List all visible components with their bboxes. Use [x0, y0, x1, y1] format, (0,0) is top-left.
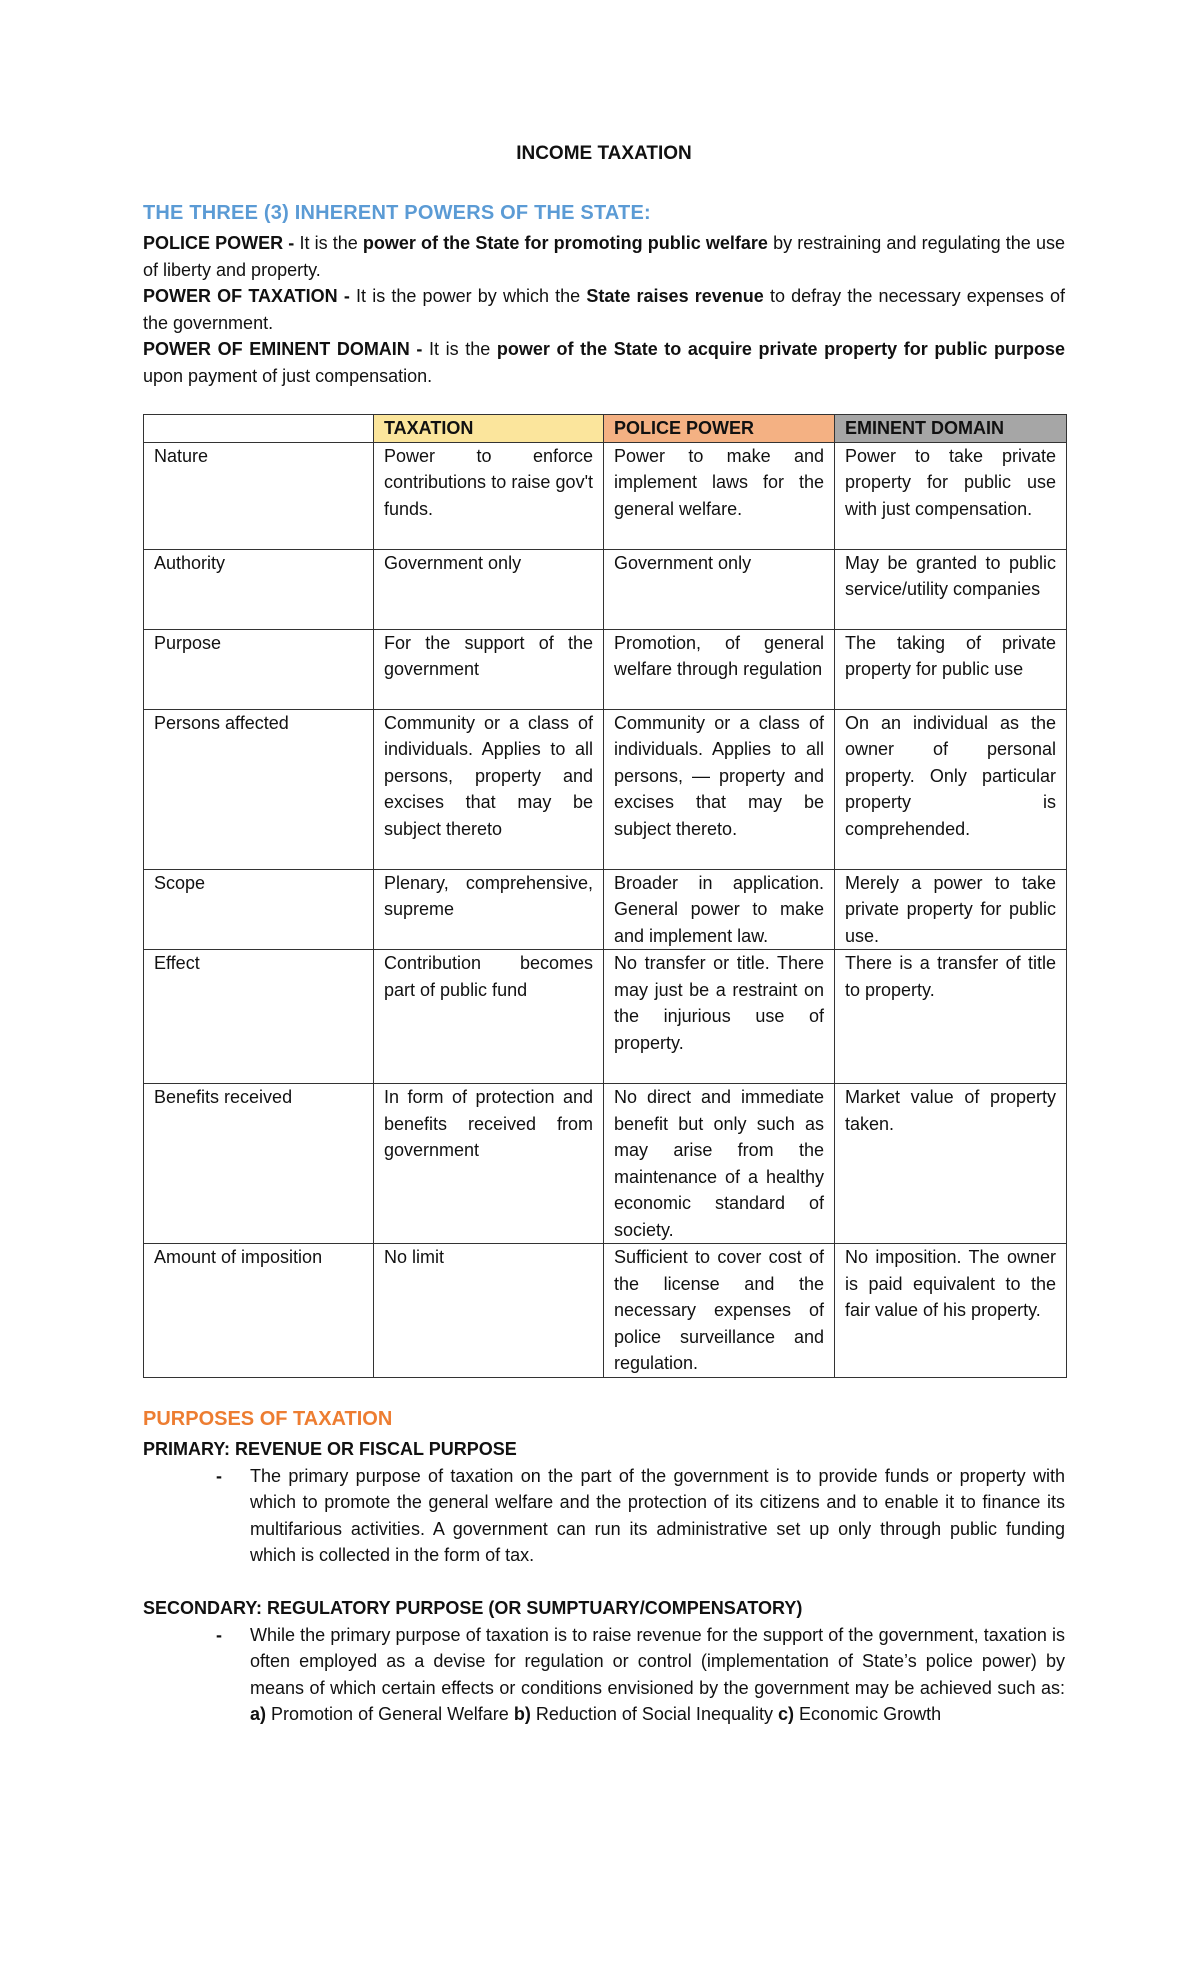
item-b-mark: b) — [513, 1704, 531, 1724]
taxation-power-label: POWER OF TAXATION - — [143, 286, 350, 306]
row-label: Purpose — [144, 629, 374, 709]
row-label: Nature — [144, 442, 374, 549]
item-a-text: Promotion of General Welfare — [271, 1704, 509, 1724]
header-blank — [144, 415, 374, 443]
taxation-cell: In form of protection and benefits received from government — [374, 1084, 604, 1244]
powers-definitions — [143, 230, 1065, 389]
taxation-cell: Contribution becomes part of public fund — [374, 950, 604, 1084]
table-row — [144, 1084, 1067, 1244]
table-header-row — [144, 415, 1067, 443]
document-title: INCOME TAXATION — [516, 143, 692, 164]
secondary-purpose-text: While the primary purpose of taxation is to raise revenue for the support of the government, taxation is often employed as a devise for regulation or control (implementation of State’s police power) by means of which certain effects or conditions envisioned by the government may be achieved such as: — [250, 1624, 1065, 1698]
taxation-cell: Community or a class of individuals. Applies to all persons, property and excises that may be subject thereto — [374, 709, 604, 869]
table-row — [144, 950, 1067, 1084]
police-power-cell: Sufficient to cover cost of the license and the necessary expenses of police surveillance and regulation. — [604, 1244, 835, 1378]
eminent-domain-cell: Power to take private property for public use with just compensation. — [835, 442, 1067, 549]
eminent-domain-cell: Merely a power to take private property for public use. — [835, 869, 1067, 950]
police-power-label: POLICE POWER - — [143, 233, 295, 253]
item-a-mark: a) — [250, 1704, 267, 1724]
secondary-purpose-bullet — [216, 1622, 1065, 1728]
secondary-purpose-section — [143, 1595, 1065, 1728]
police-power-cell: No transfer or title. There may just be a restraint on the injurious use of property. — [604, 950, 835, 1084]
secondary-purpose-label: SECONDARY: REGULATORY PURPOSE (OR SUMPTUARY/COMPENSATORY) — [143, 1598, 803, 1618]
table-row — [144, 1244, 1067, 1378]
comparison-table — [143, 414, 1067, 1378]
eminent-domain-label: POWER OF EMINENT DOMAIN - — [143, 339, 423, 359]
police-power-cell: Community or a class of individuals. Applies to all persons, — property and excises that may be subject thereto. — [604, 709, 835, 869]
powers-heading: THE THREE (3) INHERENT POWERS OF THE STATE: — [143, 202, 651, 224]
eminent-domain-cell: No imposition. The owner is paid equivalent to the fair value of his property. — [835, 1244, 1067, 1378]
table-row — [144, 549, 1067, 629]
police-power-cell: No direct and immediate benefit but only such as may arise from the maintenance of a healthy economic standard of society. — [604, 1084, 835, 1244]
row-label: Benefits received — [144, 1084, 374, 1244]
eminent-domain-definition: POWER OF EMINENT DOMAIN - It is the power of the State to acquire private property for public purpose upon payment of just compensation. — [143, 339, 1066, 386]
taxation-cell: No limit — [374, 1244, 604, 1378]
table-row — [144, 709, 1067, 869]
item-c-mark: c) — [778, 1704, 795, 1724]
taxation-cell: For the support of the government — [374, 629, 604, 709]
police-power-cell: Promotion, of general welfare through regulation — [604, 629, 835, 709]
table-row — [144, 442, 1067, 549]
police-power-definition: POLICE POWER - It is the power of the State for promoting public welfare by restraining and regulating the use of liberty and property. — [143, 233, 1065, 280]
eminent-domain-cell: Market value of property taken. — [835, 1084, 1067, 1244]
taxation-cell: Government only — [374, 549, 604, 629]
police-power-cell: Power to make and implement laws for the general welfare. — [604, 442, 835, 549]
header-taxation: TAXATION — [374, 415, 604, 443]
row-label: Authority — [144, 549, 374, 629]
eminent-domain-cell: The taking of private property for public use — [835, 629, 1067, 709]
header-eminent-domain: EMINENT DOMAIN — [835, 415, 1067, 443]
row-label: Persons affected — [144, 709, 374, 869]
primary-purpose-label: PRIMARY: REVENUE OR FISCAL PURPOSE — [143, 1439, 517, 1459]
primary-purpose-section — [143, 1436, 1065, 1569]
header-police-power: POLICE POWER — [604, 415, 835, 443]
eminent-domain-cell: On an individual as the owner of personal property. Only particular property is comprehended. — [835, 709, 1067, 869]
primary-purpose-text: The primary purpose of taxation on the part of the government is to provide funds or property with which to promote the general welfare and the protection of its citizens and to enable it to finance its multifarious activities. A government can run its administrative set up only through public funding which is collected in the form of tax. — [250, 1465, 1065, 1565]
eminent-domain-cell: May be granted to public service/utility companies — [835, 549, 1067, 629]
bullet-dash: - — [216, 1624, 222, 1645]
bullet-dash: - — [216, 1465, 222, 1486]
row-label: Scope — [144, 869, 374, 950]
police-power-cell: Broader in application. General power to make and implement law. — [604, 869, 835, 950]
purposes-heading: PURPOSES OF TAXATION — [143, 1408, 393, 1430]
item-c-text: Economic Growth — [799, 1704, 942, 1724]
taxation-cell: Plenary, comprehensive, supreme — [374, 869, 604, 950]
police-power-cell: Government only — [604, 549, 835, 629]
taxation-cell: Power to enforce contributions to raise gov't funds. — [374, 442, 604, 549]
taxation-power-definition: POWER OF TAXATION - It is the power by which the State raises revenue to defray the necessary expenses of the government. — [143, 286, 1066, 333]
eminent-domain-cell: There is a transfer of title to property. — [835, 950, 1067, 1084]
primary-purpose-bullet — [216, 1463, 1065, 1569]
item-b-text: Reduction of Social Inequality — [535, 1704, 773, 1724]
table-row — [144, 869, 1067, 950]
row-label: Amount of imposition — [144, 1244, 374, 1378]
table-row — [144, 629, 1067, 709]
row-label: Effect — [144, 950, 374, 1084]
